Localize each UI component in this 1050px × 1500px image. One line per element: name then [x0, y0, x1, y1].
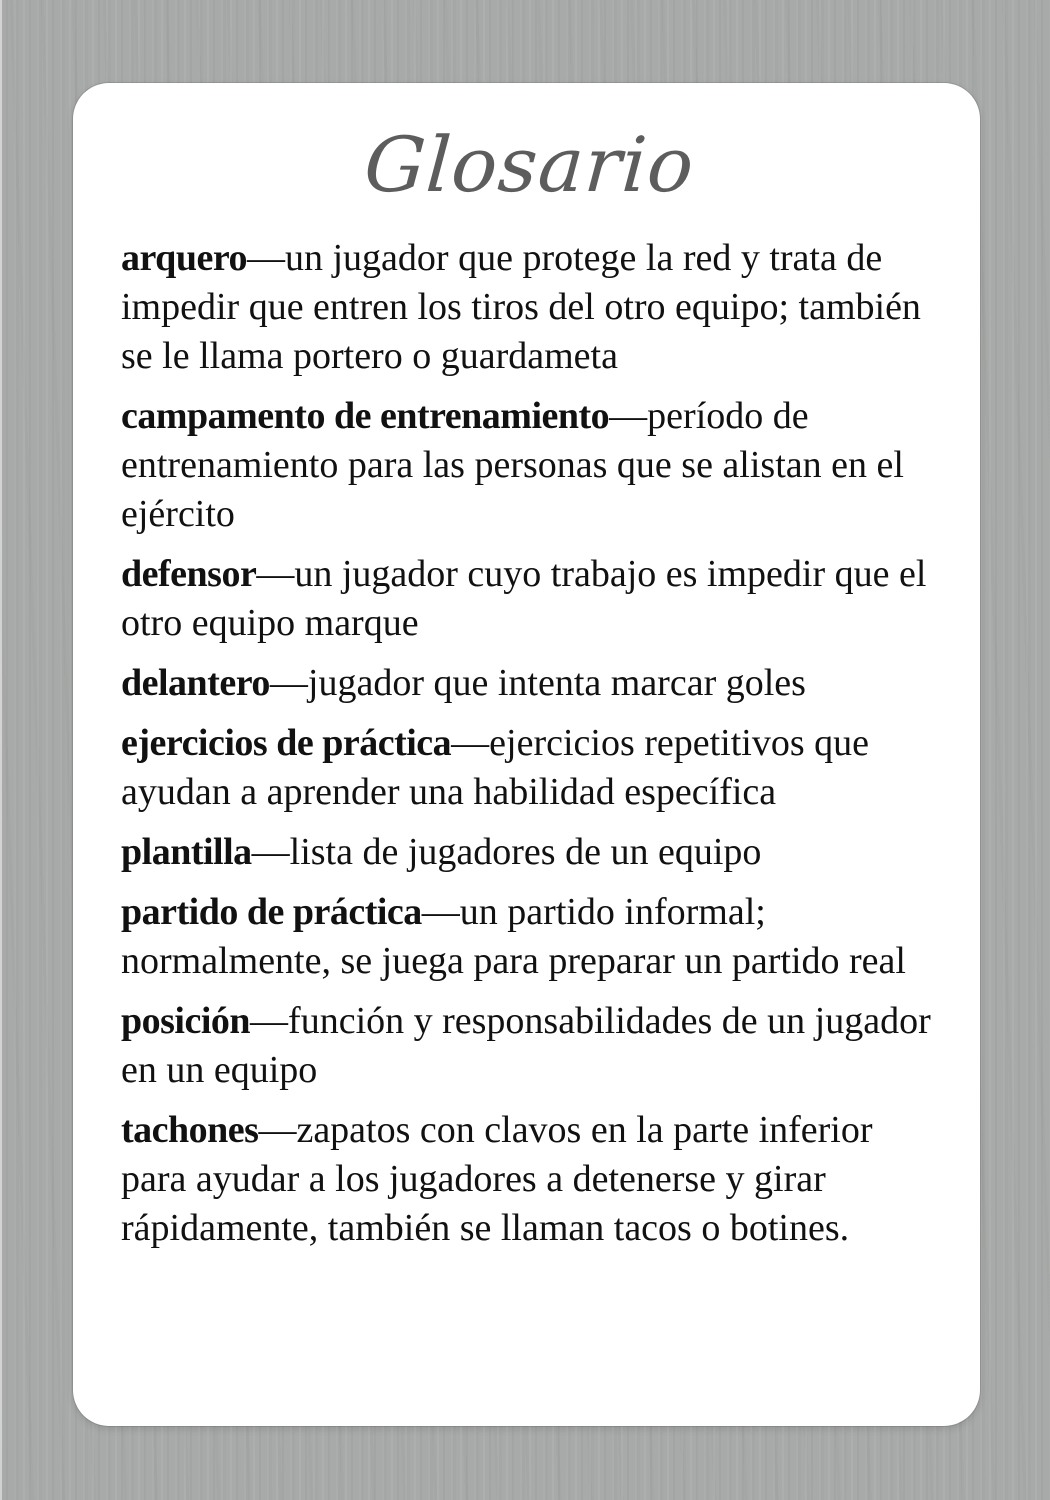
em-dash: —: [258, 1109, 297, 1152]
glossary-term: defensor: [121, 553, 257, 596]
glossary-entry: [121, 392, 938, 539]
glossary-entry: [121, 659, 938, 708]
em-dash: —: [247, 237, 285, 280]
em-dash: —: [251, 831, 290, 874]
glossary-definition: ejercicios repetitivos que ayudan a aprender una habilidad específica: [121, 722, 870, 814]
glossary-term: campamento de entrenamiento: [121, 395, 610, 438]
glossary-term: delantero: [121, 662, 270, 705]
glossary-entry: [121, 719, 938, 817]
glossary-definition: jugador que intenta marcar goles: [307, 662, 806, 705]
glossary-term: tachones: [121, 1109, 259, 1152]
glossary-entry: [121, 1106, 938, 1253]
glossary-entry: [121, 550, 938, 648]
glossary-definition: un partido informal; normalmente, se juega para preparar un partido real: [121, 891, 906, 983]
glossary-term: posición: [121, 1000, 251, 1043]
glossary-definition: un jugador que protege la red y trata de impedir que entren los tiros del otro equipo; también se le llama portero o guardameta: [121, 237, 921, 378]
em-dash: —: [250, 1000, 289, 1043]
glossary-definition: función y responsabilidades de un jugador en un equipo: [121, 1000, 931, 1092]
glossary-term: ejercicios de práctica: [121, 722, 452, 765]
glossary-entry: [121, 234, 938, 381]
glossary-definition: período de entrenamiento para las personas que se alistan en el ejército: [121, 395, 904, 536]
em-dash: —: [256, 553, 295, 596]
glossary-card: [73, 83, 980, 1426]
glossary-entries: [121, 234, 938, 1253]
glossary-term: plantilla: [121, 831, 252, 874]
glossary-term: arquero: [121, 237, 247, 280]
em-dash: —: [609, 395, 648, 438]
glossary-entry: [121, 888, 938, 986]
glossary-term: partido de práctica: [121, 891, 422, 934]
glossary-entry: [121, 997, 938, 1095]
page-left-edge: [0, 0, 3, 1500]
glossary-definition: un jugador cuyo trabajo es impedir que el otro equipo marque: [121, 553, 927, 645]
glossary-definition: zapatos con clavos en la parte inferior para ayudar a los jugadores a detenerse y girar rápidamente, también se llaman tacos o botines.: [121, 1109, 873, 1250]
glossary-entry: [121, 828, 938, 877]
em-dash: —: [269, 662, 308, 705]
em-dash: —: [451, 722, 490, 765]
glossary-definition: lista de jugadores de un equipo: [289, 831, 762, 874]
page-title: Glosario: [361, 120, 698, 209]
em-dash: —: [421, 891, 460, 934]
